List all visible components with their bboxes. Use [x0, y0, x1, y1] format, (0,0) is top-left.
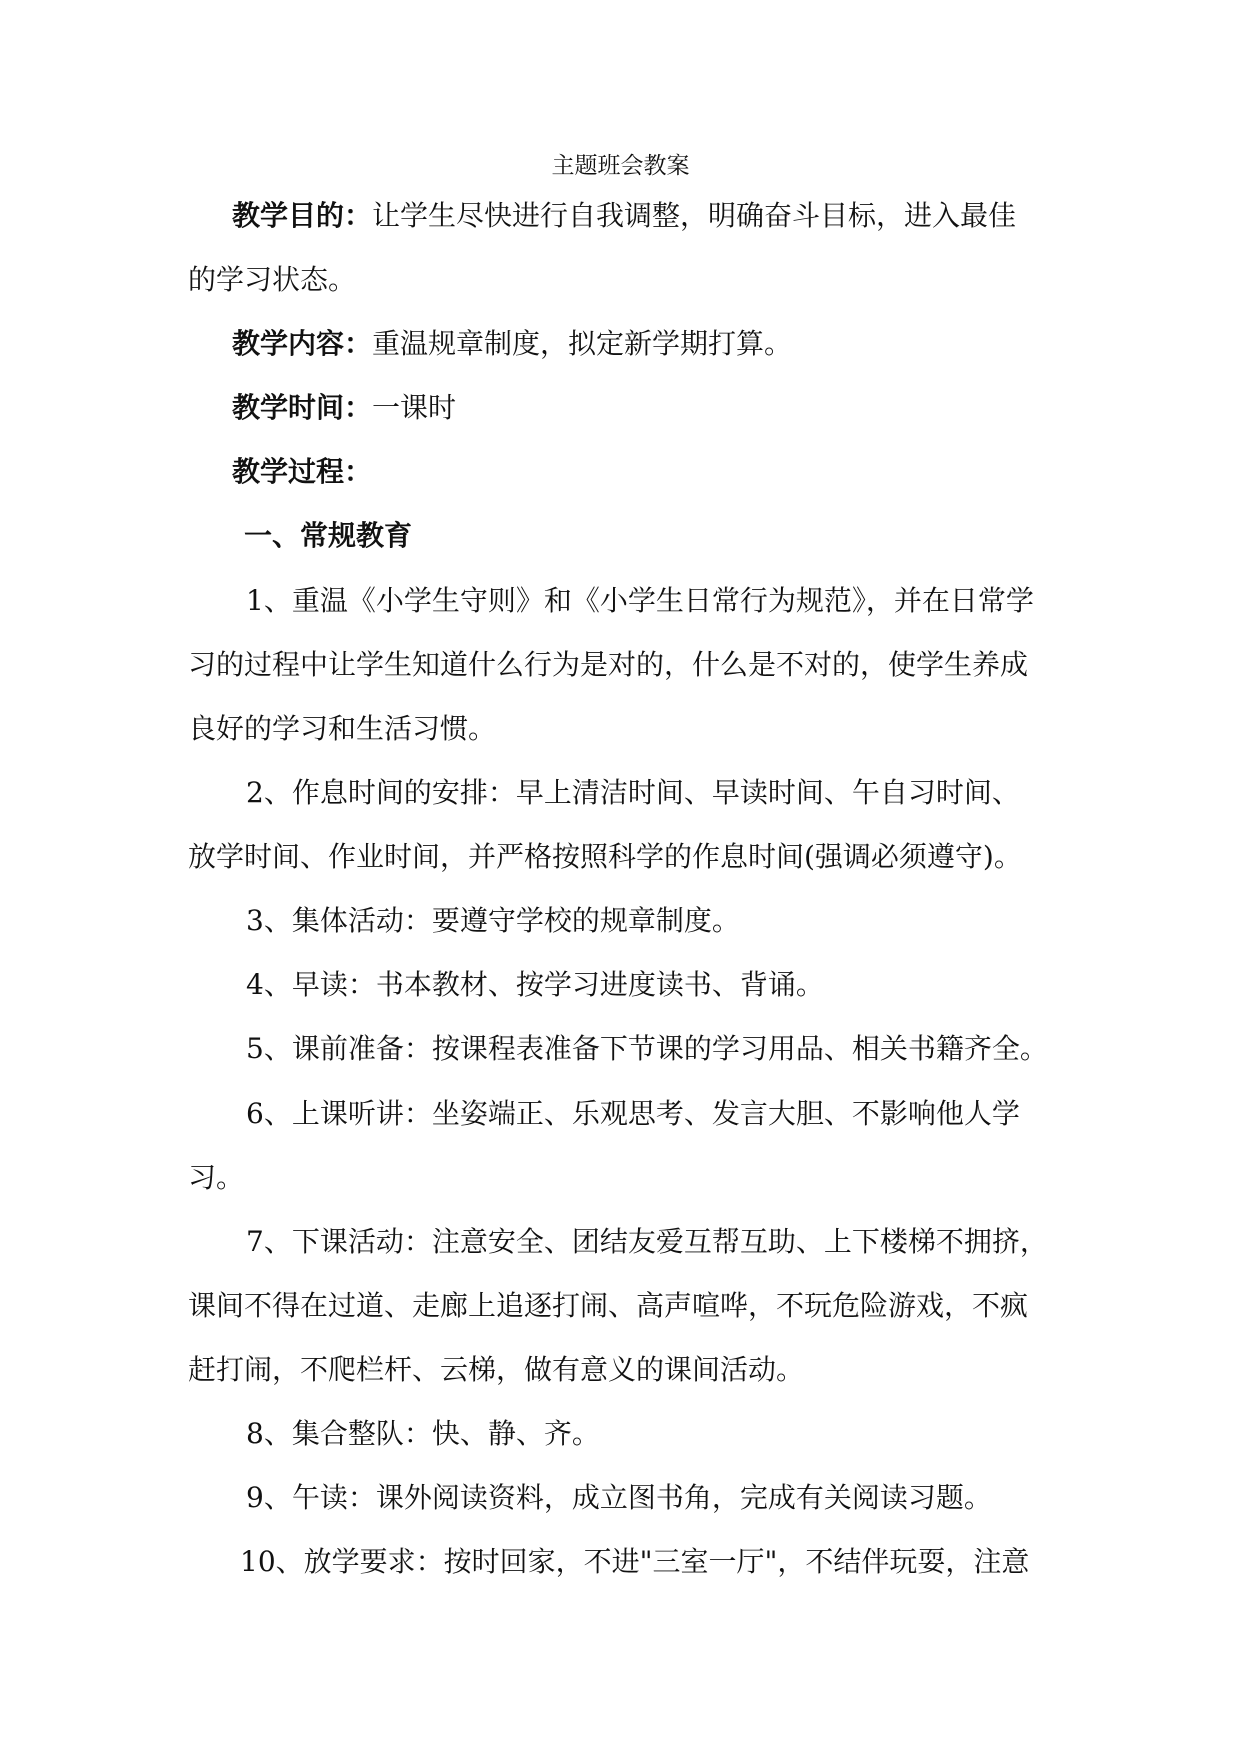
text-time: 一课时	[372, 391, 457, 424]
list-item-4: 4、早读：书本教材、按学习进度读书、背诵。	[246, 968, 824, 1001]
list-item-2: 2、作息时间的安排：早上清洁时间、早读时间、午自习时间、	[246, 776, 1020, 809]
list-item-6: 6、上课听讲：坐姿端正、乐观思考、发言大胆、不影响他人学	[246, 1097, 1020, 1130]
list-item-1-cont-a: 习的过程中让学生知道什么行为是对的，什么是不对的，使学生养成	[188, 648, 1029, 681]
list-item-7-cont-b: 赶打闹，不爬栏杆、云梯，做有意义的课间活动。	[188, 1353, 805, 1386]
list-item-9: 9、午读：课外阅读资料，成立图书角，完成有关阅读习题。	[246, 1481, 992, 1514]
label-time: 教学时间：	[232, 391, 373, 424]
paragraph-objective	[232, 196, 1092, 236]
section-heading-text: 一、常规教育	[244, 519, 413, 552]
list-item-7: 7、下课活动：注意安全、团结友爱互帮互助、上下楼梯不拥挤，	[246, 1225, 1048, 1258]
list-item-3: 3、集体活动：要遵守学校的规章制度。	[246, 904, 740, 937]
document-title: 主题班会教案	[551, 153, 690, 179]
list-item-10: 10、放学要求：按时回家，不进"三室一厅"，不结伴玩耍，注意	[240, 1545, 1030, 1578]
list-item-6-cont: 习。	[188, 1161, 245, 1194]
list-item-1-cont-b: 良好的学习和生活习惯。	[188, 712, 497, 745]
label-content: 教学内容：	[232, 327, 373, 360]
label-objective: 教学目的：	[232, 199, 373, 232]
paragraph-time	[232, 388, 1092, 428]
list-item-7-cont-a: 课间不得在过道、走廊上追逐打闹、高声喧哗，不玩危险游戏，不疯	[188, 1289, 1029, 1322]
section-heading	[244, 516, 1092, 556]
label-process: 教学过程：	[232, 455, 373, 488]
list-item-5: 5、课前准备：按课程表准备下节课的学习用品、相关书籍齐全。	[246, 1032, 1048, 1065]
text-objective: 让学生尽快进行自我调整，明确奋斗目标，进入最佳	[372, 199, 1017, 232]
list-item-1: 1、重温《小学生守则》和《小学生日常行为规范》，并在日常学	[246, 584, 1034, 617]
text-content: 重温规章制度，拟定新学期打算。	[372, 327, 793, 360]
paragraph-process	[232, 452, 1092, 492]
list-item-2-cont: 放学时间、作业时间，并严格按照科学的作息时间(强调必须遵守)。	[188, 840, 1022, 873]
paragraph-objective-cont: 的学习状态。	[188, 263, 357, 296]
paragraph-content	[232, 324, 1092, 364]
list-item-8: 8、集合整队：快、静、齐。	[246, 1417, 600, 1450]
